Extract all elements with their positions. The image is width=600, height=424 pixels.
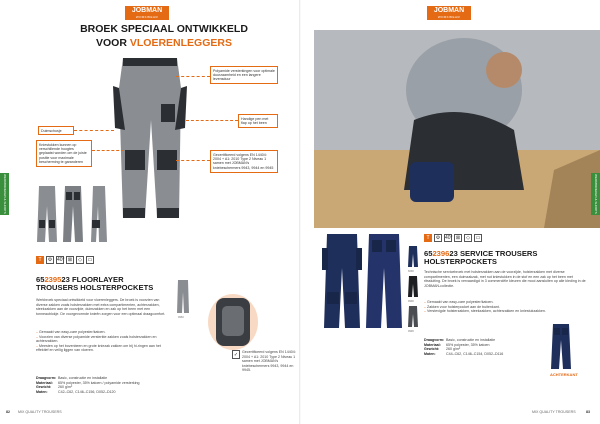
product-specs: Draagvorm: Basic, constructie en installatie Materiaal: 65% polyester, 35% katoen Gewicht: 260 g/m² Maten: C44–C62, C146–C154, D052–D116 — [424, 338, 504, 356]
section-tab: WERKBROEKEN & SHORTS — [0, 173, 9, 215]
navy-trousers-front-image — [322, 234, 362, 330]
care-icons-row — [36, 256, 94, 264]
navy-trousers-back-image — [364, 234, 404, 330]
callout-leader — [176, 160, 210, 161]
certification-text: Gecertificeerd volgens EN 14404: 2004 + A1: 2010 Type 2 Niveau 1 samen met JOBMAN's kniebeschermers 9943, 9944 en 9945. — [242, 350, 296, 373]
fabric-type-icon: T — [424, 234, 432, 242]
no-bleach-icon: ⊠ — [67, 257, 73, 263]
callout-leader — [92, 150, 124, 151]
back-view-trousers-image — [550, 324, 572, 370]
section-tab: WERKBROEKEN & SHORTS — [591, 173, 600, 215]
callout-pen-pocket: Handige pen met flap op het been — [238, 114, 278, 128]
jobman-logo: JOBMAN WORKWEAR — [125, 6, 169, 20]
trousers-side-view-image — [88, 186, 110, 244]
product-description: Werkbroek speciaal ontwikkeld voor vloerenleggers. De broek is voorzien van diverse zakken zoals holsterzakken met extra compartimenten, achterzakken, steekzakken aan de voorzijde, duimzakken en zak op het been met een tonneaublokje. De voorgevormde knieën zorgen voor een optimaal draagcomfort. — [36, 298, 166, 316]
feature-item: – Gemaakt van easy-care polyester/katoen. — [424, 300, 590, 305]
feature-list — [424, 300, 590, 314]
product-title: 65239523 FLOORLAYER TROUSERS HOLSTERPOCKETS — [36, 275, 154, 293]
callout-leader — [176, 76, 210, 77]
back-view-label: ACHTERKANT — [550, 372, 578, 377]
hero-trousers-image — [113, 58, 187, 222]
callout-polyamide-reinforcement: Polyamide versterkingen voor optimale duurzaamheid en een langere levensduur — [210, 66, 278, 84]
swatch-label: 9996 — [408, 330, 414, 333]
kneepad-detail-image — [206, 292, 260, 352]
trousers-back-view-image — [62, 186, 84, 244]
wash-icon: ⚙ — [47, 257, 53, 263]
feature-item: – Voorzien van diverse polyamide versterkte zakken zoals holsterzakken en achterzakken. — [36, 335, 166, 344]
right-page — [300, 0, 600, 424]
callout-certification: Gecertificeerd volgens EN 14404: 2004 + A1: 2010 Type 2 Niveau 1 samen met JOBMAN's kniebeschermers 9943, 9944 en 9945 — [210, 150, 278, 173]
footer-section: MIX QUALITY TROUSERS — [532, 410, 576, 414]
certification-icon: ✓ — [233, 352, 239, 358]
color-swatch-black — [408, 276, 418, 298]
footer-section: MIX QUALITY TROUSERS — [18, 410, 62, 414]
color-swatch-trousers — [176, 280, 190, 314]
feature-item: – Verstevigde holsterzakken, steekzakken, achterzakken en kniestukzakken. — [424, 309, 590, 314]
product-specs: Draagvorm: Basic, constructie en installatie Materiaal: 65% polyester, 35% katoen / polyamide versterking Gewicht: 260 g/m² Maten: C42–C62, C146–C156, D052–D120 — [36, 376, 140, 394]
trousers-front-view-image — [36, 186, 58, 244]
product-title: 65239623 SERVICE TROUSERS HOLSTERPOCKETS — [424, 249, 538, 267]
callout-kneepads: Kniestukken kunnen op verschillende hoogtes geplaatst worden om de juiste positie voor maximale bescherming te garanderen — [36, 140, 92, 167]
care-icons-row — [424, 234, 482, 242]
callout-leader — [74, 130, 114, 131]
feature-item: – Gemaakt van easy-care polyester/katoen. — [36, 330, 166, 335]
wash-temperature-icon: 40° — [57, 257, 65, 263]
no-bleach-icon: ⊠ — [455, 235, 461, 241]
page-headline: BROEK SPECIAAL ONTWIKKELD VOOR VLOERENLEGGERS — [80, 23, 248, 49]
feature-item: – Zakken voor holsterpocket aan de buitenkant. — [424, 305, 590, 310]
page-number: 82 — [6, 410, 10, 414]
swatch-label: 9960 — [178, 316, 184, 319]
worker-photo — [314, 30, 600, 228]
swatch-label: 9990 — [408, 300, 414, 303]
page-number: 83 — [586, 410, 590, 414]
feature-list — [36, 330, 166, 353]
feature-item: – Meesten op het bovenbeen en grote kniezak zakken om bij hi-ringen aan het effektief en veilig liggen van vloeren. — [36, 344, 166, 353]
product-description: Technische servicebroek met holsterzakken aan de voorzijde, holsterzakken met diverse compartimenten, een duimzakzak, met nut kniestukken in de stof en een zak op het been met ritssluiting. De broek is vervaardigd in 3 commerciële kleuren die mooi aansluiten op alle kleding in de JOBMAN-collectie. — [424, 270, 586, 288]
wash-icon: ⚙ — [435, 235, 441, 241]
swatch-label: 6690 — [408, 270, 414, 273]
callout-thumb-loop: Duimschusje — [38, 126, 74, 135]
iron-icon: ◇ — [76, 256, 84, 264]
iron-icon: ◇ — [464, 234, 472, 242]
callout-leader — [186, 120, 238, 121]
tumble-dry-icon: ▭ — [87, 257, 93, 263]
fabric-type-icon: T — [36, 256, 44, 264]
jobman-logo: JOBMAN WORKWEAR — [427, 6, 471, 20]
tumble-dry-icon: ▭ — [475, 235, 481, 241]
color-swatch-navy — [408, 246, 418, 268]
wash-temperature-icon: 40° — [445, 235, 453, 241]
color-swatch-grey — [408, 306, 418, 328]
